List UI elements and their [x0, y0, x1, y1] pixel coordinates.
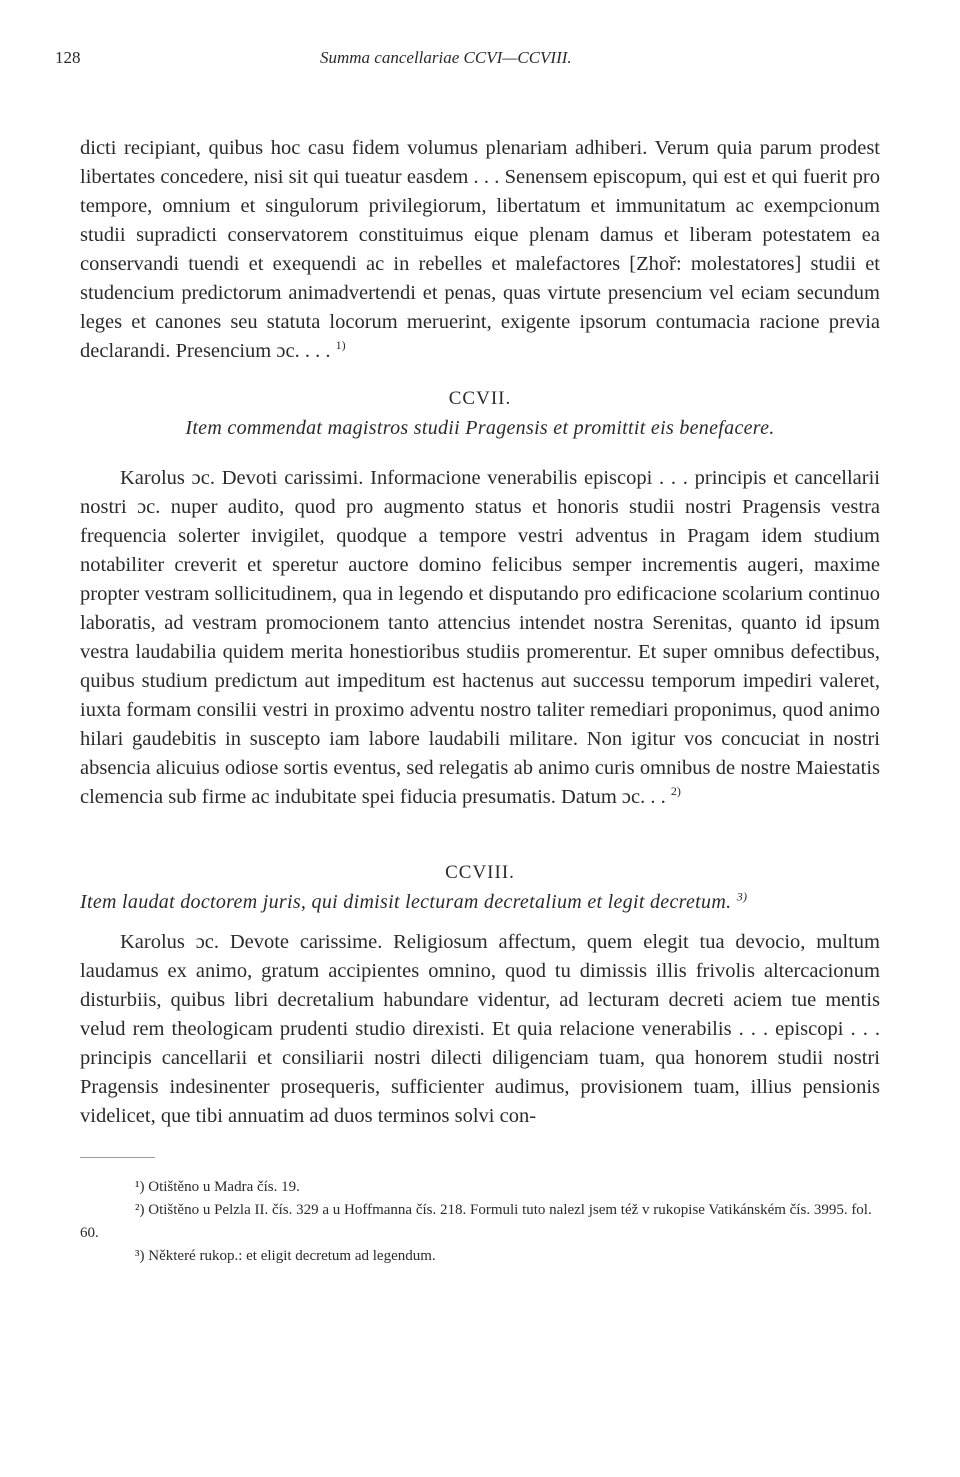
- footnote-text: Otištěno u Pelzla II. čís. 329 a u Hoffmanna čís. 218. Formuli tuto nalezl jsem též v rukopise Vatikánském čís. 3995. fol. 60.: [80, 1202, 872, 1241]
- section-body-text: Karolus ɔc. Devoti carissimi. Informacione venerabilis episcopi . . . principis et cancellarii nostri ɔc. nuper audito, quod pro augmento status et honoris studii nostri Pragensis vestra frequencia solerter invigilet, quodque a tempore vestri adventus in Pragam idem studium notabiliter creverit et speretur auctore domino felicibus semper incrementis augeri, maxime propter vestram sollicitudinem, qua in legendo et disputando pro edificacione scolarium continuo laboratis, ad vestram promocionem tanto attencius intendet nostra Serenitas, quanto id ipsum vestra laudabilia quidem merita honestioribus studiis promerentur. Et super omnibus defectibus, quibus studium predictum aut impeditum est hactenus aut successu temporum impediri valeret, iuxta formam consilii vestri in proximo adventu nostro taliter remediari proponimus, quod animo hilari gaudebitis in suscepto iam labore laudabili militare. Non igitur vos concuciat in nostri absencia alicuius odiose sortis eventus, sed relegatis ab animo curis omnibus de nostre Maiestatis clemencia sub firme ac indubitate spei fiducia presumatis. Datum ɔc. . .: [80, 467, 880, 808]
- running-title: Summa cancellariae CCVI—CCVIII.: [320, 48, 572, 67]
- footnote-text: Některé rukop.: et eligit decretum ad legendum.: [148, 1248, 436, 1264]
- section-body: [80, 464, 880, 812]
- section-heading: [80, 414, 880, 442]
- footnotes: [80, 1176, 880, 1268]
- footnote-marker: ²): [135, 1202, 145, 1218]
- section-number: CCVIII.: [445, 862, 515, 883]
- page-number: 128: [55, 48, 81, 67]
- footnote-2: [80, 1199, 880, 1245]
- footnote-marker: ³): [135, 1248, 145, 1264]
- section-body: [80, 928, 880, 1131]
- footnote-ref: 3): [736, 889, 748, 904]
- footnote-marker: ¹): [135, 1179, 145, 1195]
- section-heading-text: Item laudat doctorem juris, qui dimisit lecturam decretalium et legit decretum.: [80, 891, 732, 913]
- running-head: [55, 40, 880, 80]
- intro-paragraph: [80, 134, 880, 366]
- section-number: CCVII.: [448, 388, 512, 409]
- footnote-divider: [80, 1157, 155, 1158]
- footnote-ref: 2): [670, 784, 681, 799]
- footnote-ref: 1): [335, 338, 346, 353]
- section-ccvii: [80, 388, 880, 812]
- section-heading: [80, 888, 880, 916]
- footnote-text: Otištěno u Madra čís. 19.: [148, 1179, 300, 1195]
- footnote-3: [80, 1245, 880, 1268]
- footnote-1: [80, 1176, 880, 1199]
- section-heading-text: Item commendat magistros studii Pragensis et promittit eis benefacere.: [185, 417, 775, 439]
- section-body-text: Karolus ɔc. Devote carissime. Religiosum affectum, quem elegit tua devocio, multum laudamus ex animo, gratum accipientes omnino, quod tu dimissis illis frivolis altercacionum disturbiis, quibus libri decretalium habundare videntur, ad lecturam decreti aciem tue mentis velud rem theologicam prudenti studio direxisti. Et quia relacione venerabilis . . . episcopi . . . principis cancellarii et consiliarii nostri dilecti diligenciam tuam, qua honorem studii nostri Pragensis indesinenter prosequeris, sufficienter audimus, provisionem tuam, illius pensionis videlicet, que tibi annuatim ad duos terminos solvi con-: [80, 931, 880, 1127]
- book-page: [55, 40, 880, 1440]
- section-ccviii: [80, 862, 880, 1131]
- intro-paragraph-text: dicti recipiant, quibus hoc casu fidem volumus plenariam adhiberi. Verum quia parum prodest libertates concedere, nisi sit qui tueatur easdem . . . Senensem episcopum, qui est et qui fuerit pro tempore, omnium et singulorum privilegiorum, libertatum et immunitatum ac exempcionum studii supradicti conservatorem constituimus eique plenam damus et liberam potestatem ea conservandi tuendi et exequendi ac in rebelles et malefactores [Zhoř: molestatores] studii et studencium predictorum animadvertendi et penas, quas virtute presencium vel eciam secundum leges et canones seu statuta locorum meruerint, exigente ipsorum contumacia racione previa declarandi. Presencium ɔc. . . .: [80, 137, 880, 362]
